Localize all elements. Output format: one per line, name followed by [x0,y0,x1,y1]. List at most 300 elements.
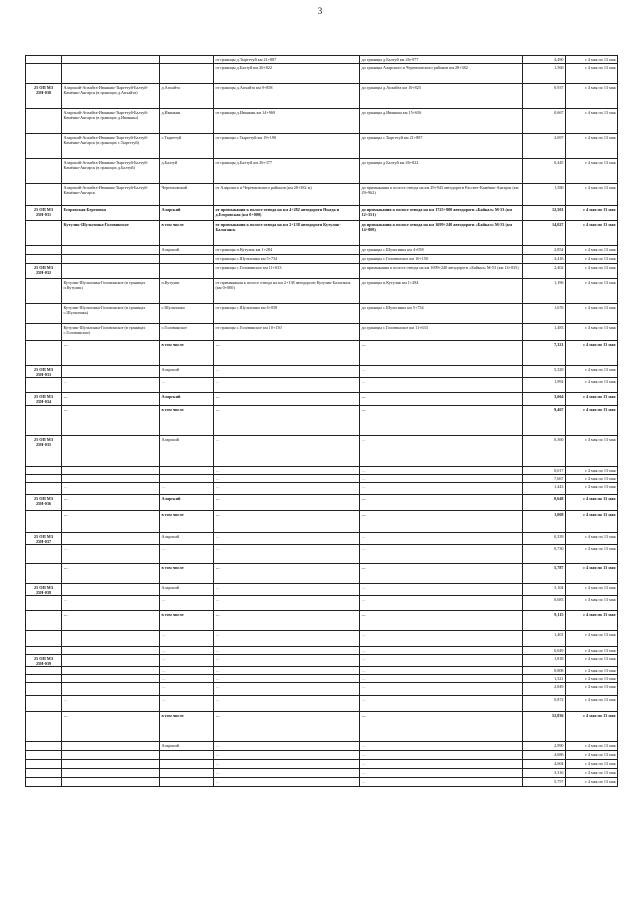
locality-cell: в том числе [160,712,214,742]
locality-cell [160,264,214,279]
table-row [26,246,618,255]
section-end-cell: … [360,511,523,533]
table-row [26,769,618,778]
length-km-cell: 0,049 [523,647,566,655]
road-name-cell: Аларский-Апхайта-Иванкин-Тыргетуй-Балтуй-Камёнко-Ангарск (в границах д.Апхайта) [62,84,160,109]
road-id-cell [26,406,62,436]
road-name-cell: … [62,483,160,495]
table-row [26,545,618,564]
restriction-period-cell: с 4 мая по 13 мая [566,769,618,778]
road-id-cell [26,751,62,760]
road-name-cell [62,436,160,467]
section-end-cell: … [360,760,523,769]
road-id-cell: 25 ОП МЗ 25Н-035 [26,436,62,467]
road-id-cell [26,511,62,533]
length-km-cell: 0,648 [523,495,566,511]
table-row [26,255,618,264]
road-id-cell [26,742,62,751]
length-km-cell: 4,604 [523,760,566,769]
locality-cell: с.Тыргетуй [160,134,214,159]
locality-cell: с.Шульгинка [160,304,214,324]
section-start-cell: … [214,742,360,751]
section-start-cell: … [214,655,360,667]
section-end-cell: … [360,667,523,675]
table-row [26,696,618,712]
restriction-period-cell: с 4 мая по 13 мая [566,596,618,611]
road-id-cell [26,483,62,495]
section-end-cell: до границы д.Апхайта км 10+825 [360,84,523,109]
length-km-cell: 5,757 [523,778,566,787]
road-id-cell [26,255,62,264]
road-name-cell [62,667,160,675]
section-end-cell: до примыкания к полосе отвода на км 1725+800 автодороги «Байкал» М-53 (км 12+551) [360,206,523,221]
table-row [26,279,618,304]
section-start-cell: от границы д.Балтуй км 26+377 [214,159,360,184]
locality-cell: … [160,655,214,667]
length-km-cell: 5,104 [523,584,566,596]
locality-cell: … [160,545,214,564]
restriction-period-cell: с 4 мая по 13 мая [566,584,618,596]
section-end-cell: … [360,436,523,467]
locality-cell: д.Иванкин [160,109,214,134]
section-end-cell: до границы с.Шульгинка км 5+734 [360,304,523,324]
road-id-cell [26,631,62,647]
road-name-cell: Кутулик-Шульгинка-Головинское [62,221,160,246]
section-end-cell: до границы с.Головинское км 11+633 [360,324,523,341]
locality-cell: … [160,596,214,611]
road-id-cell [26,778,62,787]
section-end-cell: до границы с.Головинское км 10+150 [360,255,523,264]
road-name-cell [62,769,160,778]
section-start-cell: … [214,584,360,596]
section-start-cell: … [214,495,360,511]
road-id-cell: 25 ОП МЗ 25Н-031 [26,206,62,221]
length-km-cell: 1,069 [523,511,566,533]
section-end-cell: … [360,584,523,596]
locality-cell: Черемховский [160,184,214,206]
section-start-cell: … [214,511,360,533]
road-name-cell: … [62,596,160,611]
locality-cell: Аларский [160,206,214,221]
length-km-cell: 0,808 [523,667,566,675]
locality-cell: … [160,647,214,655]
locality-cell [160,778,214,787]
table-row [26,611,618,631]
section-end-cell: … [360,647,523,655]
table-row [26,596,618,611]
road-id-cell [26,475,62,483]
restriction-period-cell: с 4 мая по 13 мая [566,159,618,184]
section-end-cell: до границы д.Балтуй км 26+822 [360,159,523,184]
road-id-cell [26,378,62,393]
road-name-cell: … [62,378,160,393]
road-name-cell [62,533,160,545]
table-row [26,64,618,84]
road-name-cell: Кутулик-Шульгинка-Головинское (в границах с.Головинское) [62,324,160,341]
length-km-cell: 2,402 [523,264,566,279]
table-row [26,366,618,378]
length-km-cell: 1,560 [523,64,566,84]
section-start-cell: от границы д.Балтуй км 26+822 [214,64,360,84]
section-end-cell: … [360,611,523,631]
table-row [26,584,618,596]
section-start-cell: … [214,467,360,475]
locality-cell: с.Головинское [160,324,214,341]
length-km-cell: 0,017 [523,467,566,475]
section-start-cell: … [214,596,360,611]
restriction-period-cell: с 4 мая по 13 мая [566,255,618,264]
length-km-cell: 2,697 [523,134,566,159]
table-row [26,378,618,393]
section-end-cell: … [360,366,523,378]
restriction-period-cell: с 4 мая по 13 мая [566,712,618,742]
length-km-cell: 1,443 [523,483,566,495]
locality-cell [160,467,214,475]
section-end-cell: … [360,483,523,495]
table-row [26,84,618,109]
page-number: 3 [317,6,323,16]
road-id-cell [26,596,62,611]
locality-cell: в том числе [160,406,214,436]
table-row [26,467,618,475]
road-id-cell [26,159,62,184]
road-name-cell: … [62,545,160,564]
section-start-cell: … [214,667,360,675]
section-end-cell: … [360,742,523,751]
length-km-cell: 1,676 [523,304,566,324]
section-start-cell: от примыкания к полосе отвода на км 4+282 автодороги Ныгда и д.Егоровская (км 0+000) [214,206,360,221]
road-name-cell [62,475,160,483]
road-name-cell [62,584,160,596]
length-km-cell: 5,329 [523,366,566,378]
restriction-period-cell: с 4 мая по 13 мая [566,667,618,675]
table-row [26,564,618,584]
road-name-cell: … [62,712,160,742]
section-end-cell: … [360,769,523,778]
locality-cell: … [160,631,214,647]
table-row [26,341,618,366]
section-start-cell: от границы с.Шульгинка км 5+734 [214,255,360,264]
locality-cell: Аларский [160,246,214,255]
table-row [26,324,618,341]
length-km-cell: 7,667 [523,475,566,483]
road-name-cell: Кутулик-Шульгинка-Головинское (в границах п.Кутулик) [62,279,160,304]
section-end-cell: до границы Аларского и Черемховского районов км 28+382 [360,64,523,84]
restriction-period-cell: с 4 мая по 13 мая [566,533,618,545]
locality-cell [160,255,214,264]
restriction-period-cell: с 4 мая по 13 мая [566,378,618,393]
locality-cell: в том числе [160,611,214,631]
road-name-cell: … [62,564,160,584]
section-end-cell: … [360,596,523,611]
road-id-cell [26,760,62,769]
restriction-period-cell: с 4 мая по 13 мая [566,341,618,366]
length-km-cell: 0,339 [523,533,566,545]
section-start-cell: … [214,611,360,631]
locality-cell: … [160,483,214,495]
road-name-cell: … [62,495,160,511]
road-id-cell: 25 ОП МЗ 25Н-033 [26,366,62,378]
locality-cell: … [160,378,214,393]
road-id-cell [26,675,62,683]
section-end-cell: … [360,655,523,667]
section-start-cell: … [214,475,360,483]
section-start-cell: … [214,545,360,564]
length-km-cell: 4,490 [523,56,566,64]
restriction-period-cell: с 4 мая по 13 мая [566,675,618,683]
road-id-cell: 25 ОП МЗ 25Н-034 [26,393,62,406]
locality-cell: Аларский [160,584,214,596]
table-row [26,511,618,533]
road-id-cell [26,64,62,84]
length-km-cell: 1,401 [523,631,566,647]
section-end-cell: … [360,675,523,683]
length-km-cell: 12,501 [523,206,566,221]
restriction-period-cell: с 4 мая по 13 мая [566,366,618,378]
locality-cell [160,769,214,778]
road-name-cell [62,683,160,696]
section-start-cell: … [214,751,360,760]
restriction-period-cell: с 4 мая по 13 мая [566,109,618,134]
road-name-cell: … [62,696,160,712]
section-start-cell: от границы д.Тыргетуй км 21+887 [214,56,360,64]
road-name-cell [62,255,160,264]
road-name-cell: … [62,341,160,366]
section-end-cell: до границы с.Шульгинка км 4+058 [360,246,523,255]
length-km-cell: 9,467 [523,406,566,436]
table-row [26,206,618,221]
road-name-cell: Аларский-Апхайта-Иванкин-Тыргетуй-Балтуй-Камёнко-Ангарск (в границах с.Тыргетуй) [62,134,160,159]
restriction-period-cell: с 4 мая по 13 мая [566,206,618,221]
section-end-cell: … [360,378,523,393]
length-km-cell: 1,818 [523,655,566,667]
section-end-cell: до границы д.Иванкин км 15+656 [360,109,523,134]
locality-cell [160,64,214,84]
road-name-cell [62,647,160,655]
road-name-cell [62,751,160,760]
locality-cell: Аларский [160,393,214,406]
road-name-cell [62,675,160,683]
length-km-cell: 1,196 [523,279,566,304]
road-name-cell [62,366,160,378]
road-id-cell [26,341,62,366]
restriction-period-cell: с 4 мая по 13 мая [566,304,618,324]
road-id-cell [26,647,62,655]
length-km-cell: 2,854 [523,246,566,255]
road-name-cell [62,631,160,647]
length-km-cell: 1,580 [523,184,566,206]
road-name-cell: Кутулик-Шульгинка-Головинское (в границах с.Шульгинка) [62,304,160,324]
length-km-cell: 0,730 [523,545,566,564]
road-id-cell [26,564,62,584]
road-name-cell: … [62,406,160,436]
locality-cell: … [160,683,214,696]
table-row [26,683,618,696]
restriction-period-cell: с 4 мая по 13 мая [566,324,618,341]
road-id-cell [26,109,62,134]
road-id-cell [26,304,62,324]
restriction-period-cell: с 4 мая по 13 мая [566,279,618,304]
road-id-cell: 25 ОП МЗ 25Н-038 [26,584,62,596]
section-start-cell: … [214,406,360,436]
section-start-cell: от границы с.Тыргетуй км 19+190 [214,134,360,159]
road-name-cell: Егоровская-Березовка [62,206,160,221]
road-id-cell [26,683,62,696]
table-row [26,751,618,760]
section-start-cell: … [214,778,360,787]
road-name-cell: … [62,611,160,631]
table-row [26,393,618,406]
road-name-cell [62,778,160,787]
restriction-period-cell: с 4 мая по 13 мая [566,647,618,655]
locality-cell: Аларский [160,495,214,511]
restriction-period-cell: с 4 мая по 13 мая [566,778,618,787]
road-id-cell: 25 ОП МЗ 25Н-030 [26,84,62,109]
locality-cell: п.Кутулик [160,279,214,304]
locality-cell: в том числе [160,341,214,366]
road-name-cell [62,467,160,475]
section-end-cell: … [360,778,523,787]
road-id-cell: 25 ОП МЗ 25Н-036 [26,495,62,511]
section-end-cell: до границы д.Балтуй км 26+977 [360,56,523,64]
section-start-cell: … [214,378,360,393]
restriction-period-cell: с 4 мая по 13 мая [566,467,618,475]
section-start-cell: от границы с.Головинское км 10+150 [214,324,360,341]
road-id-cell [26,769,62,778]
section-end-cell: … [360,683,523,696]
length-km-cell: 2,849 [523,683,566,696]
section-start-cell: … [214,436,360,467]
section-end-cell: … [360,467,523,475]
table-row [26,475,618,483]
table-row [26,675,618,683]
table-row [26,655,618,667]
locality-cell: д.Балтуй [160,159,214,184]
section-start-cell: … [214,696,360,712]
length-km-cell: 0,360 [523,436,566,467]
table-row [26,495,618,511]
length-km-cell: 0,683 [523,596,566,611]
section-end-cell: до границы с.Тыргетуй км 21+887 [360,134,523,159]
restriction-period-cell: с 4 мая по 13 мая [566,742,618,751]
registry-body [26,56,618,787]
section-start-cell: … [214,393,360,406]
road-id-cell: 25 ОП МЗ 25Н-032 [26,264,62,279]
restriction-period-cell: с 4 мая по 13 мая [566,264,618,279]
section-end-cell: … [360,533,523,545]
table-row [26,304,618,324]
road-id-cell: 25 ОП МЗ 25Н-039 [26,655,62,667]
length-km-cell: 4,416 [523,255,566,264]
section-end-cell: … [360,406,523,436]
road-id-cell [26,696,62,712]
section-start-cell: … [214,675,360,683]
restriction-period-cell: с 4 мая по 13 мая [566,564,618,584]
restriction-period-cell: с 4 мая по 13 мая [566,760,618,769]
road-id-cell [26,221,62,246]
section-start-cell: от границы д.Иванкин км 14+969 [214,109,360,134]
locality-cell: … [160,675,214,683]
locality-cell: Аларский [160,436,214,467]
restriction-period-cell: с 4 мая по 13 мая [566,436,618,467]
restriction-period-cell: с 4 мая по 13 мая [566,56,618,64]
road-name-cell: … [62,511,160,533]
restriction-period-cell: с 4 мая по 13 мая [566,696,618,712]
road-name-cell [62,56,160,64]
road-id-cell [26,134,62,159]
table-row [26,533,618,545]
restriction-period-cell: с 4 мая по 13 мая [566,683,618,696]
restriction-period-cell: с 4 мая по 13 мая [566,134,618,159]
road-id-cell: 25 ОП МЗ 25Н-037 [26,533,62,545]
section-end-cell: … [360,712,523,742]
section-end-cell: … [360,751,523,760]
section-end-cell: … [360,696,523,712]
section-end-cell: … [360,495,523,511]
locality-cell: Аларский [160,533,214,545]
locality-cell: Аларский [160,366,214,378]
table-row [26,647,618,655]
road-id-cell [26,279,62,304]
road-id-cell [26,467,62,475]
section-end-cell: до примыкания к полосе отвода на км 1699+240 автодороги «Байкал» М-53 (км 14+035) [360,264,523,279]
road-name-cell [62,264,160,279]
road-name-cell [62,742,160,751]
section-start-cell: … [214,631,360,647]
locality-cell: в том числе [160,564,214,584]
section-end-cell: … [360,545,523,564]
restriction-period-cell: с 4 мая по 13 мая [566,511,618,533]
road-name-cell [62,64,160,84]
table-row [26,406,618,436]
section-start-cell: от границы п.Кутулик км 1+284 [214,246,360,255]
locality-cell: … [160,667,214,675]
road-id-cell [26,324,62,341]
length-km-cell: 0,667 [523,109,566,134]
section-start-cell: от примыкания к полосе отвода на км 2+138 автодороги Кутулик-Балаганск [214,221,360,246]
road-name-cell: Аларский-Апхайта-Иванкин-Тыргетуй-Балтуй-Камёнко-Ангарск (в границах д.Иванкин) [62,109,160,134]
restriction-period-cell: с 4 мая по 13 мая [566,246,618,255]
road-name-cell: Аларский-Апхайта-Иванкин-Тыргетуй-Балтуй-Камёнко-Ангарск (в границах д.Балтуй) [62,159,160,184]
length-km-cell: 1,992 [523,378,566,393]
table-row [26,778,618,787]
section-end-cell: … [360,341,523,366]
road-id-cell [26,184,62,206]
section-start-cell: от границы д.Апхайта км 9+858 [214,84,360,109]
road-name-cell [62,760,160,769]
length-km-cell: 0,445 [523,159,566,184]
section-end-cell: до границы п.Кутулик км 1+284 [360,279,523,304]
section-start-cell: … [214,712,360,742]
section-start-cell: … [214,769,360,778]
section-start-cell: … [214,341,360,366]
locality-cell [160,56,214,64]
section-start-cell: … [214,533,360,545]
locality-cell [160,760,214,769]
section-start-cell: от примыкания к полосе отвода на км 2+138 автодороги Кутулик-Балаганск (км 0+000) [214,279,360,304]
section-start-cell: … [214,366,360,378]
table-row [26,631,618,647]
table-row [26,483,618,495]
table-row [26,760,618,769]
restriction-period-cell: с 4 мая по 13 мая [566,495,618,511]
restriction-period-cell: с 4 мая по 13 мая [566,64,618,84]
road-id-cell [26,667,62,675]
restriction-period-cell: с 4 мая по 13 мая [566,184,618,206]
road-id-cell [26,712,62,742]
section-start-cell: … [214,760,360,769]
length-km-cell: 0,872 [523,696,566,712]
